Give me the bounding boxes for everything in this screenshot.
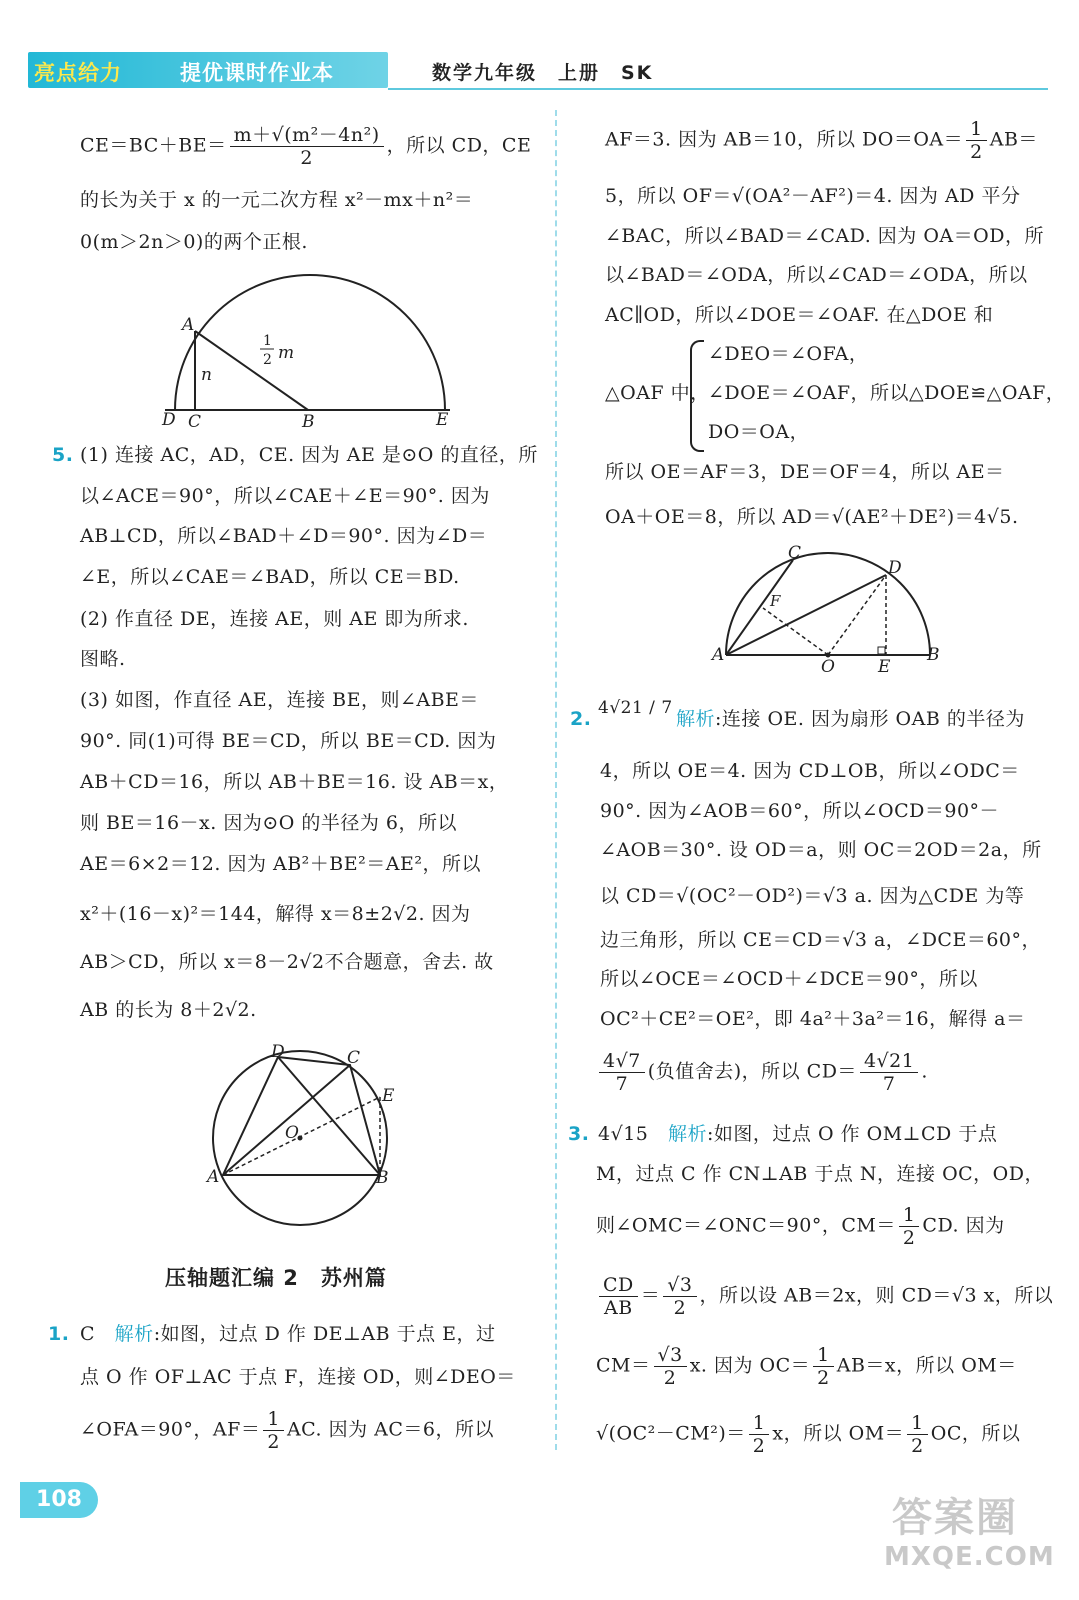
text: AF＝3. 因为 AB＝10，所以 DO＝OA＝ <box>605 128 964 151</box>
q5-line: ∠E，所以∠CAE＝∠BAD，所以 CE＝BD. <box>80 566 460 588</box>
label-D: D <box>271 1042 285 1062</box>
label-B: B <box>302 412 315 430</box>
frac-den: 2 <box>300 147 313 169</box>
frac-num: 1 <box>907 1412 928 1435</box>
frac-num: √3 <box>654 1344 687 1367</box>
label-D: D <box>888 558 902 578</box>
system-line: ∠DEO＝∠OFA， <box>708 343 869 365</box>
page-number: 108 <box>20 1482 98 1518</box>
fraction <box>230 124 384 169</box>
semicircle-arc <box>175 275 445 410</box>
q2-line: 所以∠OCE＝∠OCD＋∠DCE＝90°，所以 <box>600 968 978 990</box>
system-brace <box>690 340 704 452</box>
text: (负值舍去)，所以 CD＝ <box>647 1060 857 1083</box>
text: x，所以 OM＝ <box>772 1422 905 1445</box>
fraction <box>899 1204 920 1249</box>
q3-line-5 <box>596 1344 1017 1389</box>
left-line-2: 的长为关于 x 的一元二次方程 x²－mx＋n²＝ <box>80 189 474 211</box>
q1-number: 1. <box>48 1323 70 1345</box>
header-brand: 亮点给力 <box>34 61 122 85</box>
quad-DCBA <box>223 1057 380 1175</box>
q1-answer: C <box>80 1323 96 1345</box>
q3-tag: 解析 <box>668 1123 708 1145</box>
system-lead: △OAF 中， <box>605 382 710 404</box>
text: OC，所以 <box>930 1422 1021 1445</box>
right-line: 5，所以 OF＝√(OA²－AF²)＝4. 因为 AD 平分 <box>605 185 1021 207</box>
system-line: DO＝OA， <box>708 421 810 443</box>
right-line: AC∥OD，所以∠DOE＝∠OAF. 在△DOE 和 <box>605 304 994 326</box>
fraction <box>599 1050 645 1095</box>
system-line: ∠DOE＝∠OAF，所以△DOE≌△OAF， <box>708 382 1066 404</box>
frac-num: 1 <box>966 118 987 141</box>
frac-num: 1 <box>899 1204 920 1227</box>
frac-den: 2 <box>663 1367 677 1389</box>
label-O: O <box>285 1123 299 1143</box>
label-n: n <box>201 365 212 385</box>
fraction <box>749 1412 770 1457</box>
text: :如图，过点 D 作 DE⊥AB 于点 E，过 <box>153 1323 496 1345</box>
frac-num: CD <box>599 1274 638 1297</box>
q2-line-last <box>596 1050 928 1095</box>
segment-AC <box>726 560 793 655</box>
right-line: 以∠BAD＝∠ODA，所以∠CAD＝∠ODA，所以 <box>605 264 1028 286</box>
text: ，所以 CD，CE <box>386 134 532 157</box>
frac-num: 1 <box>813 1344 834 1367</box>
frac-num: m＋√(m²－4n²) <box>230 124 384 147</box>
q5-number: 5. <box>52 444 74 466</box>
text: ∠OFA＝90°，AF＝ <box>80 1418 261 1441</box>
left-line-3: 0(m＞2n＞0)的两个正根. <box>80 231 308 253</box>
q5-line: AB＋CD＝16，所以 AB＋BE＝16. 设 AB＝x， <box>80 771 509 793</box>
label-A: A <box>182 315 195 335</box>
header-subtitle: 提优课时作业本 <box>180 61 334 85</box>
q5-line: 图略. <box>80 648 126 670</box>
label-C: C <box>788 543 802 563</box>
text: ，所以设 AB＝2x，则 CD＝√3 x，所以 <box>699 1284 1054 1307</box>
figure-semicircle-2 <box>708 540 948 676</box>
frac-den: 2 <box>970 141 983 163</box>
fraction <box>663 1274 696 1319</box>
q2-line-1 <box>676 707 1025 731</box>
label-C: C <box>188 412 202 430</box>
q3-answer: 4√15 <box>598 1123 649 1145</box>
segment-AD <box>726 575 886 655</box>
q3-line-4: $\frac{CD}{AB}$ ＝ $\frac{√3}{2}$ ，所以设 AB＝2x，则 CD＝√3 x，所以 <box>596 1274 1053 1319</box>
frac-den: 2 <box>902 1227 916 1249</box>
text: AB＝x，所以 OM＝ <box>836 1354 1017 1377</box>
right-line-1 <box>605 118 1038 163</box>
fraction <box>860 1050 918 1095</box>
q5-line: AE＝6×2＝12. 因为 AB²＋BE²＝AE²，所以 <box>80 853 481 875</box>
label-F: F <box>770 592 781 610</box>
q3-line-3 <box>596 1204 1005 1249</box>
frac-den: AB <box>604 1297 633 1319</box>
text: CD. 因为 <box>922 1214 1005 1237</box>
frac-den: 2 <box>911 1435 924 1457</box>
frac-num: √3 <box>663 1274 696 1297</box>
text: . <box>921 1060 928 1083</box>
column-divider <box>555 110 557 1450</box>
q2-answer: 4√21 / 7 <box>598 698 673 718</box>
q3-line-1 <box>598 1122 997 1146</box>
watermark-line-1: 答案圈 <box>892 1495 1018 1541</box>
right-line: 所以 OE＝AF＝3，DE＝OF＝4，所以 AE＝ <box>605 461 1005 483</box>
frac-den: 7 <box>615 1073 629 1095</box>
label-half-den: 2 <box>263 352 272 368</box>
label-B: B <box>376 1168 389 1188</box>
q5-line: AB⊥CD，所以∠BAD＋∠D＝90°. 因为∠D＝ <box>80 525 488 547</box>
fraction <box>599 1274 638 1319</box>
figure-circle <box>195 1035 415 1235</box>
q2-tag: 解析 <box>676 708 716 730</box>
header-rule <box>388 88 1048 90</box>
frac-den: 7 <box>882 1073 896 1095</box>
label-O: O <box>821 657 835 676</box>
label-A: A <box>207 1167 220 1187</box>
q5-line: AB 的长为 8＋2√2. <box>80 999 257 1021</box>
q5-line: x²＋(16－x)²＝144，解得 x＝8±2√2. 因为 <box>80 903 471 925</box>
fraction <box>263 1408 284 1453</box>
q5-line: (2) 作直径 DE，连接 AE，则 AE 即为所求. <box>80 608 469 630</box>
watermark-line-2: MXQE.COM <box>884 1542 1055 1572</box>
text: 则∠OMC＝∠ONC＝90°，CM＝ <box>596 1214 896 1237</box>
fraction <box>966 118 987 163</box>
q2-line: OC²＋CE²＝OE²，即 4a²＋3a²＝16，解得 a＝ <box>600 1008 1026 1030</box>
frac-num: 1 <box>749 1412 770 1435</box>
fraction <box>907 1412 928 1457</box>
frac-num: 1 <box>263 1408 284 1431</box>
frac-num: 4√7 <box>599 1050 645 1073</box>
segment-OD <box>828 575 886 655</box>
q2-line: 边三角形，所以 CE＝CD＝√3 a，∠DCE＝60°， <box>600 929 1042 951</box>
q2-line: 90°. 因为∠AOB＝60°，所以∠OCD＝90°－ <box>600 800 1000 822</box>
q5-line: 90°. 同(1)可得 BE＝CD，所以 BE＝CD. 因为 <box>80 730 497 752</box>
label-E: E <box>382 1086 395 1106</box>
q1-line-2: 点 O 作 OF⊥AC 于点 F，连接 OD，则∠DEO＝ <box>80 1366 516 1388</box>
section-title: 压轴题汇编 2 苏州篇 <box>165 1266 387 1290</box>
label-A: A <box>712 645 725 665</box>
q1-tag: 解析 <box>114 1323 154 1345</box>
label-m: m <box>278 343 295 363</box>
q5-line: (1) 连接 AC，AD，CE. 因为 AE 是⊙O 的直径，所 <box>80 444 538 466</box>
label-half-num: 1 <box>263 333 272 349</box>
q3-number: 3. <box>568 1123 590 1145</box>
q5-line: AB＞CD，所以 x＝8－2√2不合题意，舍去. 故 <box>80 951 494 973</box>
frac-num: 4√21 <box>860 1050 918 1073</box>
text: √(OC²－CM²)＝ <box>596 1422 746 1445</box>
q2-number: 2. <box>570 708 592 730</box>
text: AB＝ <box>989 128 1038 151</box>
label-B: B <box>927 645 940 665</box>
q3-line-6 <box>596 1412 1020 1457</box>
q5-line: (3) 如图，作直径 AE，连接 BE，则∠ABE＝ <box>80 689 479 711</box>
fraction <box>813 1344 834 1389</box>
q1-line-1 <box>80 1322 496 1346</box>
label-E: E <box>878 657 891 676</box>
q5-line: 以∠ACE＝90°，所以∠CAE＋∠E＝90°. 因为 <box>80 485 490 507</box>
q2-line: 4，所以 OE＝4. 因为 CD⊥OB，所以∠ODC＝ <box>600 760 1020 782</box>
header-subject: 数学九年级 上册 SK <box>432 62 654 84</box>
label-E: E <box>436 410 449 430</box>
right-line: OA＋OE＝8，所以 AD＝√(AE²＋DE²)＝4√5. <box>605 506 1019 528</box>
segment-CA <box>223 1065 350 1175</box>
left-line-1 <box>80 124 531 169</box>
watermark-logo <box>880 1478 1055 1588</box>
right-line: ∠BAC，所以∠BAD＝∠CAD. 因为 OA＝OD，所 <box>605 225 1044 247</box>
frac-den: 2 <box>752 1435 766 1457</box>
q3-line-2: M，过点 C 作 CN⊥AB 于点 N，连接 OC，OD， <box>596 1163 1044 1185</box>
q1-line-3 <box>80 1408 494 1453</box>
text: x. 因为 OC＝ <box>689 1354 811 1377</box>
text: :连接 OE. 因为扇形 OAB 的半径为 <box>715 708 1025 730</box>
q2-line: 以 CD＝√(OC²－OD²)＝√3 a. 因为△CDE 为等 <box>600 885 1025 907</box>
label-C: C <box>347 1048 361 1068</box>
frac-den: 2 <box>817 1367 830 1389</box>
text: :如图，过点 O 作 OM⊥CD 于点 <box>707 1123 998 1145</box>
frac-den: 2 <box>267 1431 280 1453</box>
right-angle-E <box>878 647 885 654</box>
label-D: D <box>162 410 176 430</box>
text: AC. 因为 AC＝6，所以 <box>286 1418 494 1441</box>
text: CE＝BC＋BE＝ <box>80 134 227 157</box>
q5-line: 则 BE＝16－x. 因为⊙O 的半径为 6，所以 <box>80 812 458 834</box>
figure-semicircle <box>160 265 460 430</box>
fraction <box>654 1344 687 1389</box>
text: CM＝ <box>596 1354 651 1377</box>
q2-line: ∠AOB＝30°. 设 OD＝a，则 OC＝2OD＝2a，所 <box>600 839 1042 861</box>
frac-den: 2 <box>673 1297 687 1319</box>
